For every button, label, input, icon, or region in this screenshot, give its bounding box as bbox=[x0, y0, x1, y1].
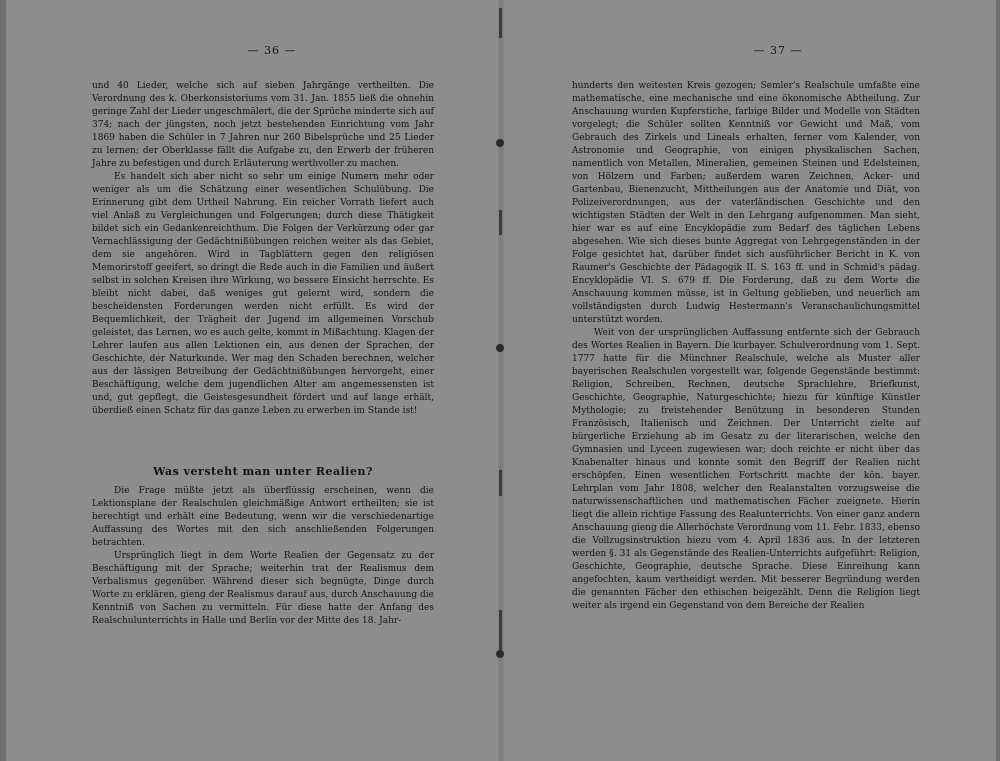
right-page-edge bbox=[996, 0, 1000, 761]
gutter-thread-mark bbox=[499, 8, 502, 38]
left-page-number: — 36 — bbox=[247, 44, 297, 57]
right-page bbox=[504, 0, 996, 761]
left-page-text-bottom bbox=[92, 485, 434, 628]
right-page-text bbox=[572, 80, 920, 613]
paragraph: Ursprünglich liegt in dem Worte Realien der Gegensatz zu der Beschäftigung mit der Sprache; weiterhin trat der Realismus dem Verbalismus gegenüber. Während dieser sich begnügte, Dinge durch Worte zu erklären, gieng der Realismus darauf aus, durch Anschauung die Kenntniß von Sachen zu vermitteln. Für diese hatte der Anfang des Realschulunterrichts in Halle und Berlin vor der Mitte des 18. Jahr- bbox=[92, 551, 434, 626]
right-page-number: — 37 — bbox=[753, 44, 803, 57]
gutter-stitch-mark bbox=[496, 139, 504, 147]
gutter-thread-mark bbox=[499, 610, 502, 650]
gutter-stitch-mark bbox=[496, 650, 504, 658]
paragraph: Es handelt sich aber nicht so sehr um einige Numern mehr oder weniger als um die Schätzung einer wesentlichen Schulübung. Die Erinnerung gibt dem Urtheil Nahrung. Ein reicher Vorrath liefert auch viel Anlaß zu Vergleichungen und Folgerungen; durch diese Thätigkeit bildet sich ein Gedankenreichthum. Die Folgen der Verkürzung oder gar Vernachlässigung der Gedächtnißübungen reichen weiter als das Gebiet, dem sie angehören. Wird in Tagblättern gegen den religiösen Memorirstoff geeifert, so dringt die Rede auch in die Familien und äußert selbst in solchen Kreisen ihre Wirkung, wo bessere Einsicht herrschte. Es bleibt nicht dabei, daß weniges gut gelernt wird, sondern die bescheidensten Forderungen werden nicht erfüllt. Es wird der Bequemlichkeit, der Trägheit der Jugend im allgemeinen Vorschub geleistet, das Lernen, wo es auch gelte, kommt in Mißachtung. Klagen der Lehrer laufen aus allen Lektionen ein, aus denen der Sprachen, der Geschichte, der Naturkunde. Wer mag den Schaden berechnen, welcher aus der lässigen Betreibung der Gedächtnißübungen hervorgeht, einer Beschäftigung, welche dem jugendlichen Alter am angemessensten ist und, gut gepflegt, die Geistesgesundheit fördert und auf lange erhält, überdieß einen Schatz für das ganze Leben zu erwerben im Stande ist! bbox=[92, 172, 434, 416]
paragraph: Weit von der ursprünglichen Auffassung entfernte sich der Gebrauch des Wortes Realien in Bayern. Die kurbayer. Schulverordnung vom 1. Sept. 1777 hatte für die Münchner Realschule, welche als Muster aller bayerischen Realschulen vorgestellt war, folgende Gegenstände bestimmt: Religion, Schreiben, Rechnen, deutsche Sprachlehre, Briefkunst, Geschichte, Geographie, Naturgeschichte; hiezu für künftige Künstler Mythologie; zu freistehender Benützung in besonderen Stunden Französisch, Italienisch und Zeichnen. Der Unterricht zielte auf bürgerliche Erziehung ab im Gesatz zu der literarischen, welche den Gymnasien und Lyceen zugewiesen war; doch reichte er nicht über das Knabenalter hinaus und konnte somit den Begriff der Realien nicht erschöpfen. Einen wesentlichen Fortschritt machte der kön. bayer. Lehrplan vom Jahr 1808, welcher den Realanstalten vorzugsweise die naturwissenschaftlichen und mathematischen Fächer zueignete. Hierin liegt die allein richtige Fassung des Realunterrichts. Von einer ganz andern Anschauung gieng die Allerhöchste Verordnung vom 11. Febr. 1833, ebenso die Vollzugsinstruktion hiezu vom 4. April 1836 aus. In der letzteren werden §. 31 als Gegenstände des Realien-Unterrichts aufgeführt: Religion, Geschichte, Geographie, deutsche Sprache. Diese Einreihung kann angefochten, kaum vertheidigt werden. Mit besserer Begründung werden die genannten Fächer den ethischen beigezählt. Denn die Religion liegt weiter als irgend ein Gegenstand von dem Bereiche der Realien bbox=[572, 328, 920, 611]
paragraph: Die Frage müßte jetzt als überflüssig erscheinen, wenn die Lektionsplane der Realschulen gleichmäßige Antwort ertheilten; sie ist berechtigt und erhält eine Bedeutung, wenn wir die verschiedenartige Auffassung des Wortes mit den sich anschließenden Folgerungen betrachten. bbox=[92, 486, 434, 548]
section-heading: Was versteht man unter Realien? bbox=[153, 465, 373, 478]
paragraph: und 40 Lieder, welche sich auf sieben Jahrgänge vertheilten. Die Verordnung des k. Oberkonsistoriums vom 31. Jan. 1855 ließ die ohnehin geringe Zahl der Lieder ungeschmälert, die der Sprüche minderte sich auf 374; nach der jüngsten, noch jetzt bestehenden Einrichtung vom Jahr 1869 haben die Schüler in 7 Jahren nur 260 Bibelsprüche und 25 Lieder zu lernen; der Oberklasse fällt die Aufgabe zu, den Erwerb der früheren Jahre zu befestigen und durch Erläuterung werthvoller zu machen. bbox=[92, 81, 434, 169]
gutter-thread-mark bbox=[499, 470, 502, 496]
left-page bbox=[6, 0, 498, 761]
gutter-stitch-mark bbox=[496, 344, 504, 352]
left-page-text-top bbox=[92, 80, 434, 418]
paragraph: hunderts den weitesten Kreis gezogen; Semler's Realschule umfaßte eine mathematische, eine mechanische und eine ökonomische Abtheilung. Zur Anschauung wurden Kupferstiche, farbige Bilder und Modelle von Städten vorgelegt; die Schüler sollten Kenntniß vor Gewicht und Maß, vom Gebrauch des Zirkels und Lineals erhalten, ferner vom Kalender, von Astronomie und Geographie, von einigen physikalischen Sachen, namentlich von Metallen, Mineralien, gemeinen Steinen und Edelsteinen, von Hölzern und Farben; außerdem waren Zeichnen, Acker- und Gartenbau, Bienenzucht, Mittheilungen aus der Anatomie und Diät, von Polizeiverordnungen, aus der vaterländischen Geschichte und den wichtigsten Städten der Welt in den Lehrgang aufgenommen. Man sieht, hier war es auf eine Encyklopädie zum Bedarf des täglichen Lebens abgesehen. Wie sich dieses bunte Aggregat von Lehrgegenständen in der Folge gesichtet hat, darüber findet sich ausführlicher Bericht in K. von Raumer's Geschichte der Pädagogik II. S. 163 ff. und in Schmid's pädag. Encyklopädie VI. S. 679 ff. Die Forderung, daß zu dem Worte die Anschauung kommen müsse, ist in Geltung geblieben, und neuerlich am vollständigsten durch Ludwig Hestermann's Veranschaulichungsmittel unterstützt worden. bbox=[572, 81, 920, 325]
gutter-thread-mark bbox=[499, 210, 502, 235]
